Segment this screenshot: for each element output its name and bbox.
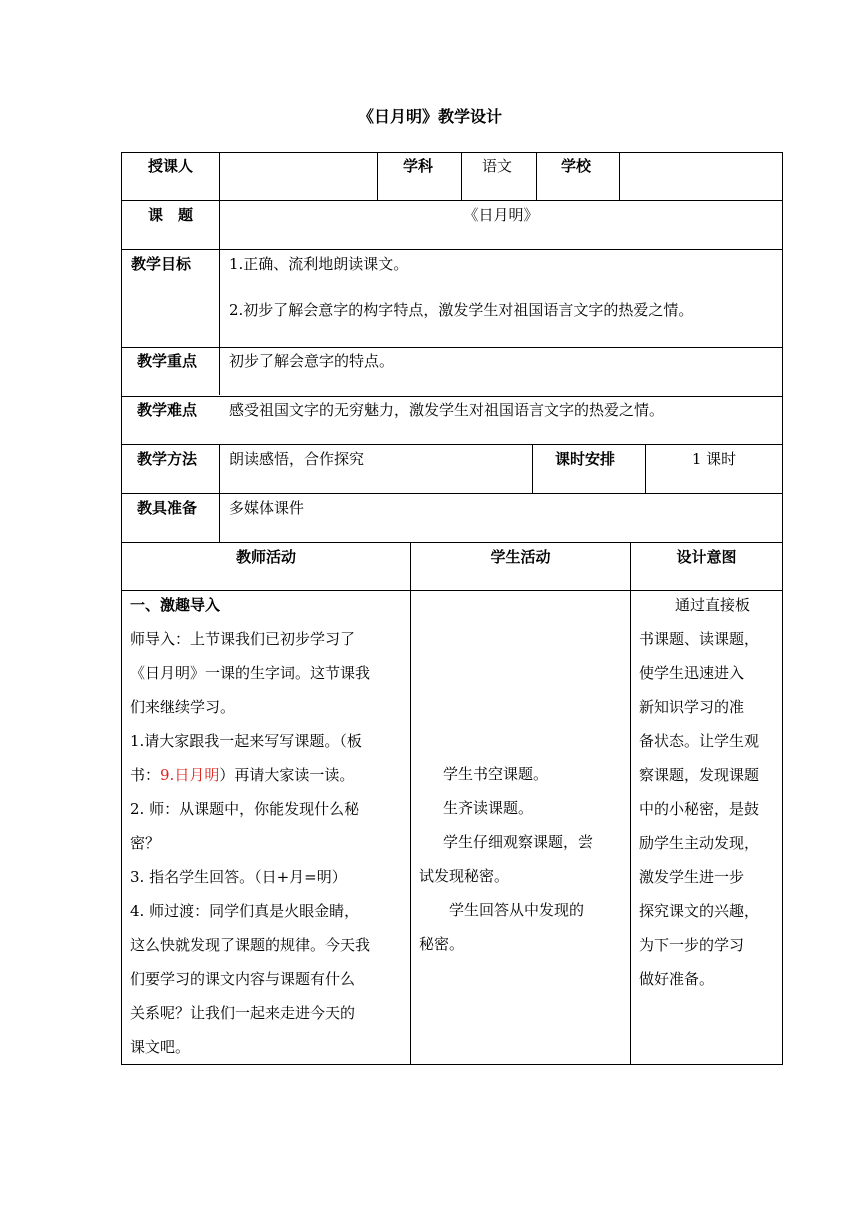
teacher-activity-header: 教师活动: [235, 548, 296, 566]
text-line: 新知识学习的准: [639, 698, 745, 716]
goals-label: 教学目标: [131, 255, 192, 273]
difficulty-value: 感受祖国文字的无穷魅力，激发学生对祖国语言文字的热爱之情。: [229, 401, 665, 419]
cell-divider: [619, 152, 620, 200]
subject-label: 学科: [403, 157, 434, 175]
text-line: 《日月明》一课的生字词。这节课我: [130, 664, 371, 682]
text-line: 2. 师：从课题中，你能发现什么秘: [130, 800, 360, 818]
document-title: 《日月明》教学设计: [357, 107, 502, 126]
materials-value: 多媒体课件: [229, 499, 305, 517]
student-activity-content: [419, 757, 627, 961]
teacher-activity-content: [130, 588, 408, 1064]
label-column-divider: [219, 444, 220, 542]
text-line: 3. 指名学生回答。（日+月=明）: [130, 868, 347, 886]
text-segment: ）再请大家读一读。: [219, 766, 355, 784]
text-line: [130, 758, 408, 792]
student-activity-header: 学生活动: [490, 548, 551, 566]
row-divider: [121, 493, 783, 494]
cell-divider: [532, 444, 533, 493]
text-line: 为下一步的学习: [639, 936, 745, 954]
cell-divider: [461, 152, 462, 200]
method-value: 朗读感悟，合作探究: [229, 450, 365, 468]
text-line: 做好准备。: [639, 970, 715, 988]
text-line: 生齐读课题。: [443, 799, 534, 817]
text-line: 激发学生进一步: [639, 868, 745, 886]
text-line: 秘密。: [419, 935, 465, 953]
row-divider: [121, 249, 783, 250]
text-line: 学生回答从中发现的: [449, 901, 585, 919]
text-line: 察课题，发现课题: [639, 766, 760, 784]
text-line: 们要学习的课文内容与课题有什么: [130, 970, 356, 988]
topic-value: 《日月明》: [463, 206, 539, 224]
row-divider: [121, 347, 783, 348]
teacher-label: 授课人: [148, 157, 194, 175]
table-border-top: [121, 152, 783, 153]
text-line: 关系呢？让我们一起来走进今天的: [130, 1004, 356, 1022]
row-divider: [121, 444, 783, 445]
table-border-bottom: [121, 1064, 783, 1065]
text-line: 4. 师过渡：同学们真是火眼金睛，: [130, 902, 360, 920]
text-line: 探究课文的兴趣，: [639, 902, 760, 920]
topic-label: 课 题: [148, 206, 194, 224]
board-title-highlight: 9.日月明: [160, 766, 220, 784]
schedule-label: 课时安排: [555, 450, 616, 468]
text-line: 励学生主动发现，: [639, 834, 760, 852]
label-column-divider: [219, 152, 220, 395]
text-line: 备状态。让学生观: [639, 732, 760, 750]
key-points-label: 教学重点: [137, 352, 198, 370]
text-line: 试发现秘密。: [419, 867, 510, 885]
text-line: 这么快就发现了课题的规律。今天我: [130, 936, 371, 954]
text-line: 使学生迅速进入: [639, 664, 745, 682]
cell-divider: [536, 152, 537, 200]
activity-column-divider: [630, 542, 631, 1064]
materials-label: 教具准备: [137, 499, 198, 517]
schedule-value: 1 课时: [691, 450, 737, 468]
text-line: 通过直接板: [675, 596, 751, 614]
text-line: 书课题、读课题，: [639, 630, 760, 648]
text-line: 密？: [130, 834, 161, 852]
text-line: 学生书空课题。: [443, 765, 549, 783]
cell-divider: [377, 152, 378, 200]
table-border-right: [782, 152, 783, 1065]
school-label: 学校: [561, 157, 592, 175]
text-line: 学生仔细观察课题，尝: [443, 833, 594, 851]
difficulty-label: 教学难点: [137, 401, 198, 419]
goal-item: 2.初步了解会意字的构字特点，激发学生对祖国语言文字的热爱之情。: [229, 301, 694, 319]
text-line: 1.请大家跟我一起来写写课题。（板: [130, 732, 362, 750]
goal-item: 1.正确、流利地朗读课文。: [229, 255, 409, 273]
row-divider: [121, 396, 783, 397]
design-intent-content: [639, 588, 779, 996]
row-divider: [121, 200, 783, 201]
activity-column-divider: [410, 542, 411, 1064]
text-segment: 书：: [130, 766, 161, 784]
subject-value: 语文: [482, 157, 513, 175]
text-line: 师导入：上节课我们已初步学习了: [130, 630, 356, 648]
section-heading: 一、激趣导入: [130, 596, 221, 614]
table-border-left: [121, 152, 122, 1065]
text-line: 们来继续学习。: [130, 698, 236, 716]
design-intent-header: 设计意图: [676, 548, 737, 566]
text-line: 中的小秘密，是鼓: [639, 800, 760, 818]
text-line: 课文吧。: [130, 1038, 191, 1056]
method-label: 教学方法: [137, 450, 198, 468]
key-points-value: 初步了解会意字的特点。: [229, 352, 395, 370]
row-divider: [121, 542, 783, 543]
